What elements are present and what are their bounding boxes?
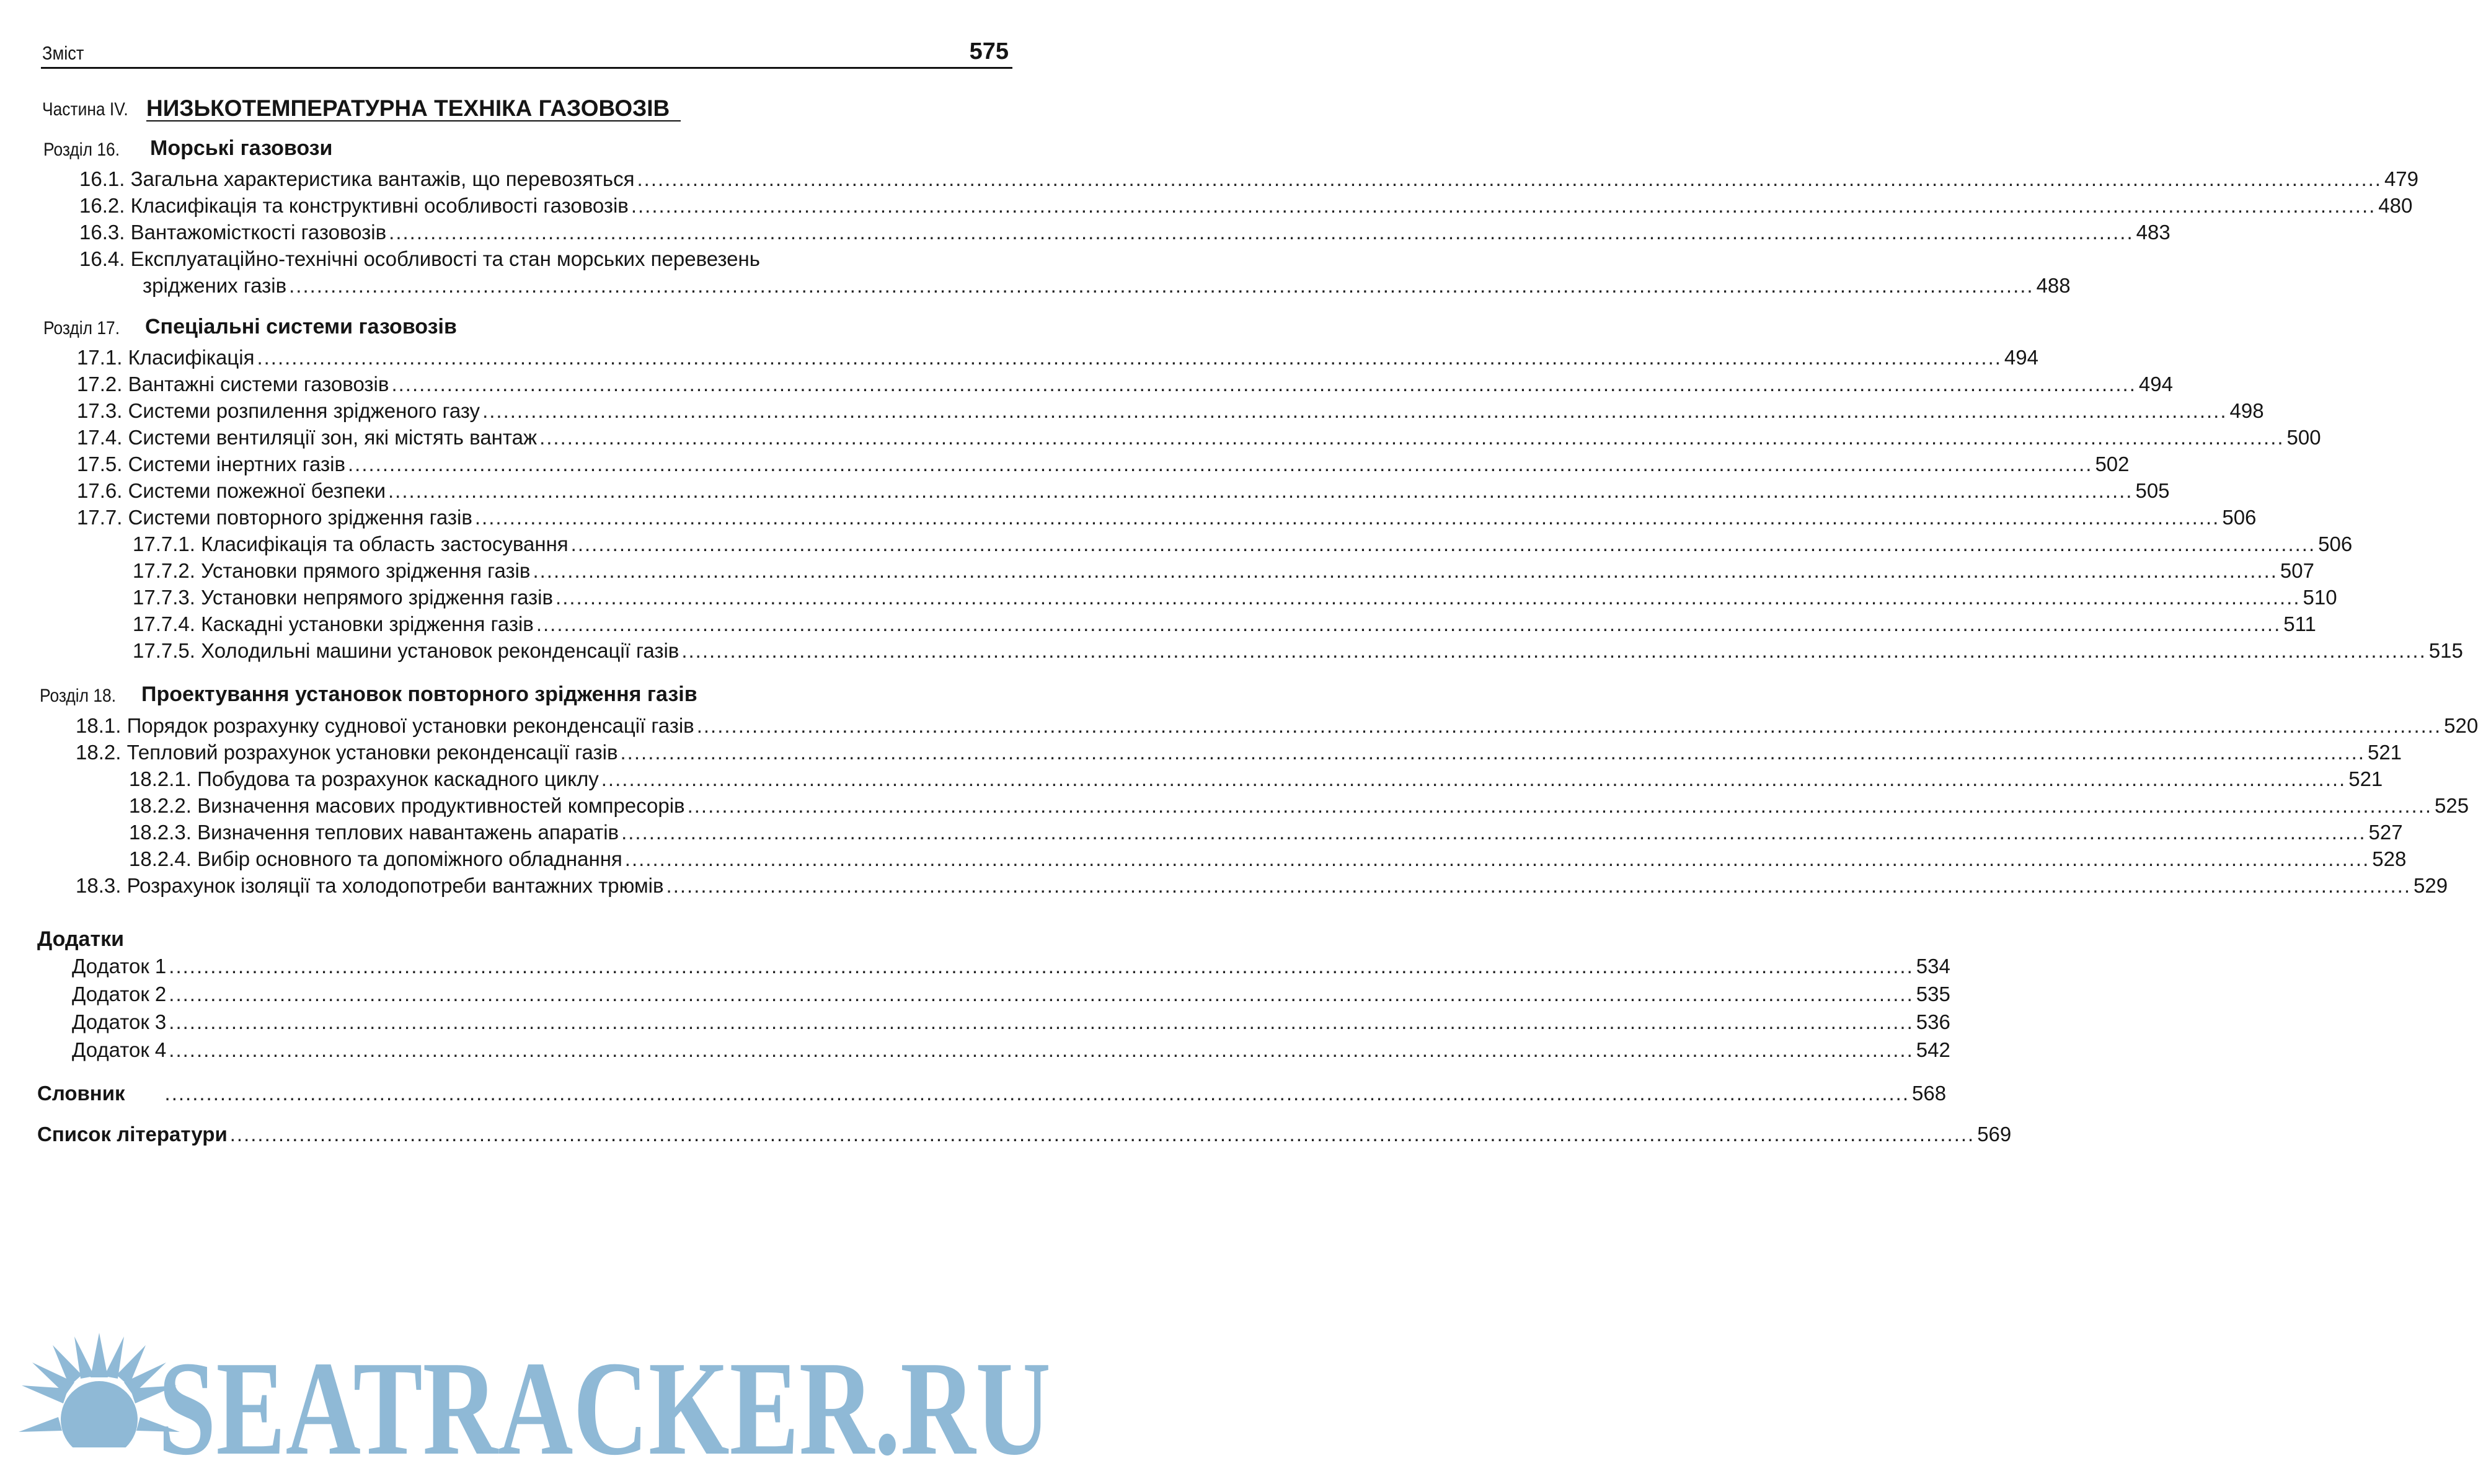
page-number: 575: [969, 38, 1009, 64]
entry-page: 502: [2095, 453, 2130, 475]
entry-number: 18.2.: [76, 741, 122, 764]
entry-title: Порядок розрахунку суднової установки реконденсації газів: [126, 714, 694, 737]
appendices-title: Додатки: [37, 927, 125, 951]
chapter-16-label: Розділ 16.: [43, 139, 120, 160]
entry-title: Список літератури: [37, 1123, 228, 1146]
toc-entry-18-3[interactable]: [76, 874, 2448, 901]
entry-number: 16.4.: [79, 247, 125, 270]
entry-title: Вантажні системи газовозів: [128, 373, 389, 395]
entry-title: Системи вентиляції зон, які містять вантаж: [128, 426, 538, 449]
toc-entry-16-3[interactable]: [79, 221, 2170, 247]
leader-dots: [289, 274, 2033, 298]
entry-title: Визначення теплових навантажень апаратів: [197, 821, 619, 844]
entry-title: Загальна характеристика вантажів, що перевозяться: [130, 167, 635, 190]
entry-number: 17.7.2.: [133, 559, 195, 582]
entry-page: 542: [1916, 1038, 1950, 1061]
leader-dots: [637, 167, 2382, 191]
entry-page: 568: [1912, 1082, 1947, 1105]
entry-title: Вантажомісткості газовозів: [130, 221, 387, 244]
toc-entry-17-7-2[interactable]: [133, 559, 2314, 586]
leader-dots: [571, 532, 2316, 556]
chapter-17-label: Розділ 17.: [43, 318, 120, 338]
entry-title: Вибір основного та допоміжного обладнання: [197, 847, 622, 870]
entry-page: 483: [2136, 221, 2170, 244]
toc-entry-17-7-1[interactable]: [133, 532, 2353, 559]
toc-entry-18-2-1[interactable]: [129, 767, 2383, 794]
entry-title: Класифікація: [128, 346, 255, 369]
entry-number: 18.2.2.: [129, 794, 192, 817]
entry-page: 535: [1916, 983, 1950, 1005]
entry-number: 17.4.: [77, 426, 123, 449]
entry-page: 479: [2384, 167, 2419, 190]
entry-number: 16.1.: [79, 167, 125, 190]
toc-entry-17-7[interactable]: [77, 506, 2257, 532]
entry-title: Словник: [37, 1082, 125, 1105]
leader-dots: [389, 221, 2133, 244]
entry-title: Каскадні установки зрідження газів: [201, 612, 534, 635]
toc-entry-18-2-2[interactable]: [129, 794, 2469, 821]
entry-number: 17.2.: [77, 373, 123, 395]
toc-entry-18-2[interactable]: [76, 741, 2402, 767]
entry-page: 520: [2444, 714, 2478, 737]
watermark: [25, 1327, 1054, 1483]
entry-page: 494: [2138, 373, 2173, 395]
entry-number: 17.7.4.: [133, 612, 195, 635]
toc-entry-17-1[interactable]: [77, 346, 2038, 373]
entry-number: 17.7.5.: [133, 639, 195, 662]
sun-logo-icon: [19, 1333, 180, 1469]
toc-entry-16-4-line2[interactable]: [143, 274, 2071, 301]
part-label: Частина IV.: [42, 99, 128, 120]
toc-appendix-2[interactable]: [72, 983, 1950, 1009]
chapter-18-label: Розділ 18.: [40, 686, 117, 706]
entry-page: 505: [2135, 479, 2170, 502]
entry-title: Холодильні машини установок реконденсації газів: [201, 639, 679, 662]
leader-dots: [666, 874, 2411, 898]
entry-page: 507: [2280, 559, 2314, 582]
entry-title: Системи інертних газів: [128, 453, 345, 475]
entry-title: Тепловий розрахунок установки реконденсації газів: [126, 741, 618, 764]
entry-number: 16.3.: [79, 221, 125, 244]
entry-number: 17.5.: [77, 453, 123, 475]
entry-page: 480: [2378, 194, 2413, 217]
leader-dots: [169, 1010, 1913, 1034]
toc-entry-17-5[interactable]: [77, 453, 2130, 479]
leader-dots: [391, 373, 2136, 396]
entry-page: 488: [2036, 274, 2071, 297]
toc-appendix-4[interactable]: [72, 1038, 1950, 1065]
entry-title: Установки прямого зрідження газів: [201, 559, 531, 582]
leader-dots: [601, 767, 2346, 791]
entry-page: 521: [2348, 767, 2383, 790]
toc-appendix-3[interactable]: [72, 1010, 1950, 1037]
leader-dots: [388, 479, 2133, 503]
entry-number: 16.2.: [79, 194, 125, 217]
entry-title: Системи розпилення зрідженого газу: [128, 399, 480, 422]
entry-title: Класифікація та область застосування: [201, 532, 569, 555]
entry-title: Системи повторного зрідження газів: [128, 506, 472, 529]
leader-dots: [688, 794, 2432, 818]
entry-page: 527: [2368, 821, 2403, 844]
entry-title-continued: зріджених газів: [143, 274, 287, 297]
entry-title: Класифікація та конструктивні особливості газовозів: [130, 194, 629, 217]
toc-entry-16-1[interactable]: [79, 167, 2419, 194]
leader-dots: [348, 453, 2092, 476]
entry-title: Додаток 3: [72, 1010, 167, 1033]
toc-entry-18-2-3[interactable]: [129, 821, 2403, 847]
entry-title: Системи пожежної безпеки: [128, 479, 386, 502]
chapter-16-title: Морські газовози: [150, 136, 333, 160]
entry-number: 18.2.1.: [129, 767, 192, 790]
part-title: НИЗЬКОТЕМПЕРАТУРНА ТЕХНІКА ГАЗОВОЗІВ: [146, 95, 670, 121]
toc-entry-17-3[interactable]: [77, 399, 2264, 426]
leader-dots: [621, 741, 2365, 764]
toc-entry-18-1[interactable]: [76, 714, 2478, 741]
entry-page: 528: [2372, 847, 2407, 870]
leader-dots: [169, 955, 1913, 978]
leader-dots: [165, 1082, 1909, 1105]
running-header-section: Зміст: [42, 42, 84, 64]
toc-entry-17-2[interactable]: [77, 373, 2173, 399]
entry-page: 506: [2222, 506, 2257, 529]
leader-dots: [555, 586, 2300, 609]
toc-glossary[interactable]: [37, 1082, 1947, 1108]
leader-dots: [697, 714, 2441, 738]
leader-dots: [169, 1038, 1913, 1062]
entry-number: 18.3.: [76, 874, 122, 897]
watermark-text: SEATRACKER.RU: [158, 1334, 1051, 1483]
leader-dots: [631, 194, 2376, 218]
toc-entry-17-4[interactable]: [77, 426, 2321, 453]
leader-dots: [621, 821, 2366, 844]
entry-number: 18.2.4.: [129, 847, 192, 870]
header-rule: [41, 67, 1012, 69]
chapter-18-title: Проектування установок повторного зрідження газів: [141, 682, 697, 706]
chapter-17-title: Спеціальні системи газовозів: [145, 315, 457, 338]
entry-page: 521: [2367, 741, 2402, 764]
toc-entry-17-7-5[interactable]: [133, 639, 2463, 666]
entry-page: 510: [2303, 586, 2337, 609]
entry-page: 525: [2435, 794, 2469, 817]
entry-page: 529: [2413, 874, 2448, 897]
entry-number: 17.3.: [77, 399, 123, 422]
entry-title: Побудова та розрахунок каскадного циклу: [197, 767, 599, 790]
toc-entry-18-2-4[interactable]: [129, 847, 2407, 874]
toc-entry-17-7-4[interactable]: [133, 612, 2316, 639]
part-title-underline: [146, 120, 681, 121]
leader-dots: [539, 426, 2284, 449]
entry-title: Визначення масових продуктивностей компресорів: [197, 794, 685, 817]
entry-page: 511: [2283, 612, 2316, 635]
entry-number: 17.7.3.: [133, 586, 195, 609]
entry-number: 17.6.: [77, 479, 123, 502]
leader-dots: [536, 612, 2281, 636]
toc-entry-16-4-line1[interactable]: [79, 247, 760, 271]
entry-title: Розрахунок ізоляції та холодопотреби вантажних трюмів: [126, 874, 664, 897]
toc-entry-17-6[interactable]: [77, 479, 2170, 506]
entry-title: Додаток 2: [72, 983, 167, 1005]
toc-entry-17-7-3[interactable]: [133, 586, 2337, 612]
entry-number: 18.1.: [76, 714, 122, 737]
leader-dots: [475, 506, 2219, 529]
entry-title: Додаток 1: [72, 955, 167, 978]
toc-references[interactable]: [37, 1123, 2012, 1149]
entry-title: Установки непрямого зрідження газів: [201, 586, 554, 609]
entry-page: 515: [2428, 639, 2463, 662]
leader-dots: [681, 639, 2426, 663]
entry-page: 569: [1977, 1123, 2012, 1146]
entry-number: 18.2.3.: [129, 821, 192, 844]
entry-title: Експлуатаційно-технічні особливості та стан морських перевезень: [130, 247, 760, 270]
toc-entry-16-2[interactable]: [79, 194, 2413, 221]
leader-dots: [169, 983, 1913, 1006]
entry-number: 17.7.1.: [133, 532, 195, 555]
leader-dots: [257, 346, 2001, 369]
entry-page: 500: [2286, 426, 2321, 449]
leader-dots: [482, 399, 2227, 423]
toc-appendix-1[interactable]: [72, 955, 1950, 981]
entry-page: 494: [2004, 346, 2038, 369]
entry-title: Додаток 4: [72, 1038, 167, 1061]
entry-page: 536: [1916, 1010, 1950, 1033]
entry-page: 498: [2229, 399, 2264, 422]
leader-dots: [625, 847, 2370, 871]
entry-number: 17.1.: [77, 346, 123, 369]
leader-dots: [230, 1123, 1975, 1146]
leader-dots: [533, 559, 2277, 583]
entry-page: 506: [2318, 532, 2353, 555]
entry-number: 17.7.: [77, 506, 123, 529]
entry-page: 534: [1916, 955, 1950, 978]
